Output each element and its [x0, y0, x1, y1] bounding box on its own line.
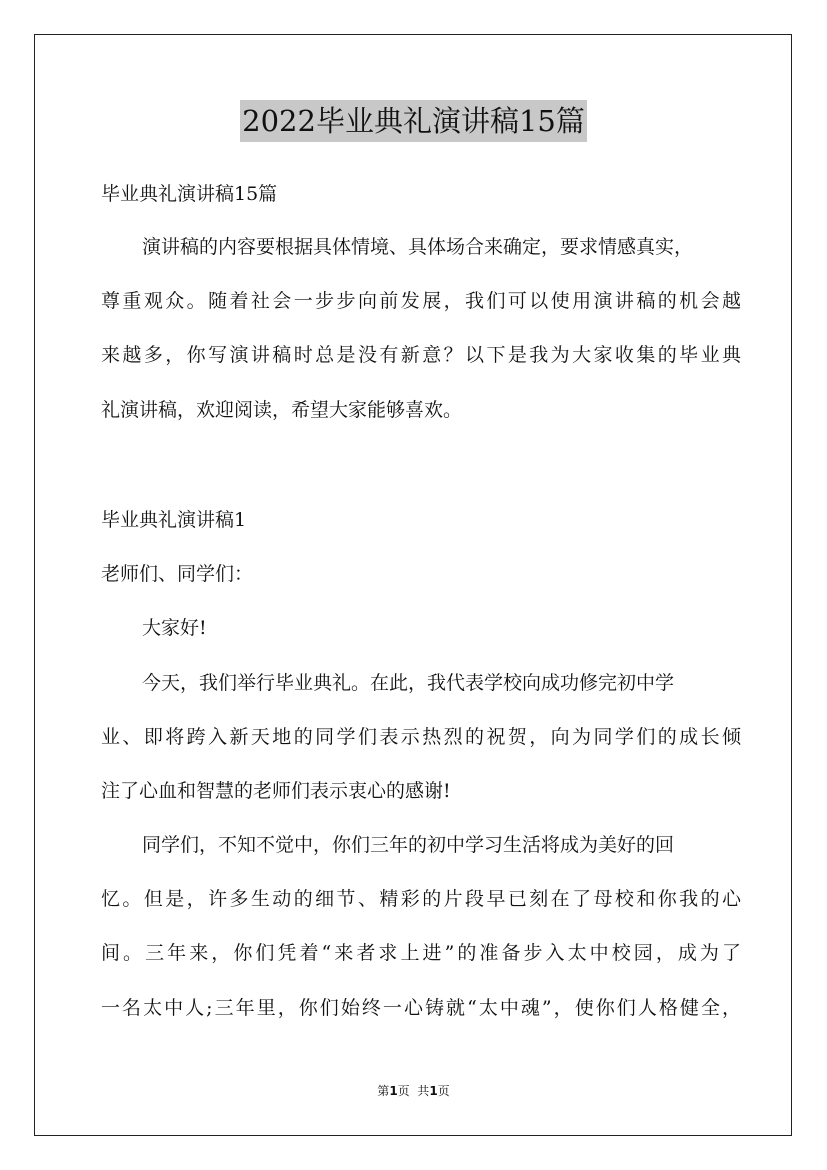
para1-line-2: 业、即将跨入新天地的同学们表示热烈的祝贺，向为同学们的成长倾: [101, 726, 741, 748]
footer-middle: 页 共: [397, 1084, 430, 1098]
footer-total-pages: 1: [429, 1084, 438, 1098]
title-container: [0, 100, 827, 142]
subtitle: 毕业典礼演讲稿15篇: [101, 183, 278, 205]
page-footer: [0, 1083, 827, 1099]
intro-line-2: 尊重观众。随着社会一步步向前发展，我们可以使用演讲稿的机会越: [101, 290, 741, 312]
para1-line-1: 今天，我们举行毕业典礼。在此，我代表学校向成功修完初中学: [142, 672, 675, 694]
document-title: 2022毕业典礼演讲稿15篇: [240, 100, 587, 142]
intro-line-3: 来越多，你写演讲稿时总是没有新意？以下是我为大家收集的毕业典: [101, 344, 741, 366]
para2-line-2: 忆。但是，许多生动的细节、精彩的片段早已刻在了母校和你我的心: [101, 888, 741, 910]
footer-page-number: 1: [389, 1084, 398, 1098]
para2-line-1: 同学们，不知不觉中，你们三年的初中学习生活将成为美好的回: [142, 834, 675, 856]
intro-line-4: 礼演讲稿，欢迎阅读，希望大家能够喜欢。: [101, 399, 463, 421]
para1-line-3: 注了心血和智慧的老师们表示衷心的感谢!: [101, 780, 451, 802]
para2-line-3: 间。三年来，你们凭着“来者求上进”的准备步入太中校园，成为了: [101, 942, 741, 964]
para2-line-4: 一名太中人;三年里，你们始终一心铸就“太中魂”，使你们人格健全，: [101, 997, 741, 1019]
salutation: 老师们、同学们：: [101, 563, 254, 585]
greeting: 大家好!: [142, 617, 207, 639]
footer-prefix: 第: [377, 1084, 390, 1098]
footer-suffix: 页: [437, 1084, 450, 1098]
section-heading: 毕业典礼演讲稿1: [101, 509, 247, 531]
intro-line-1: 演讲稿的内容要根据具体情境、具体场合来确定，要求情感真实，: [142, 236, 694, 258]
